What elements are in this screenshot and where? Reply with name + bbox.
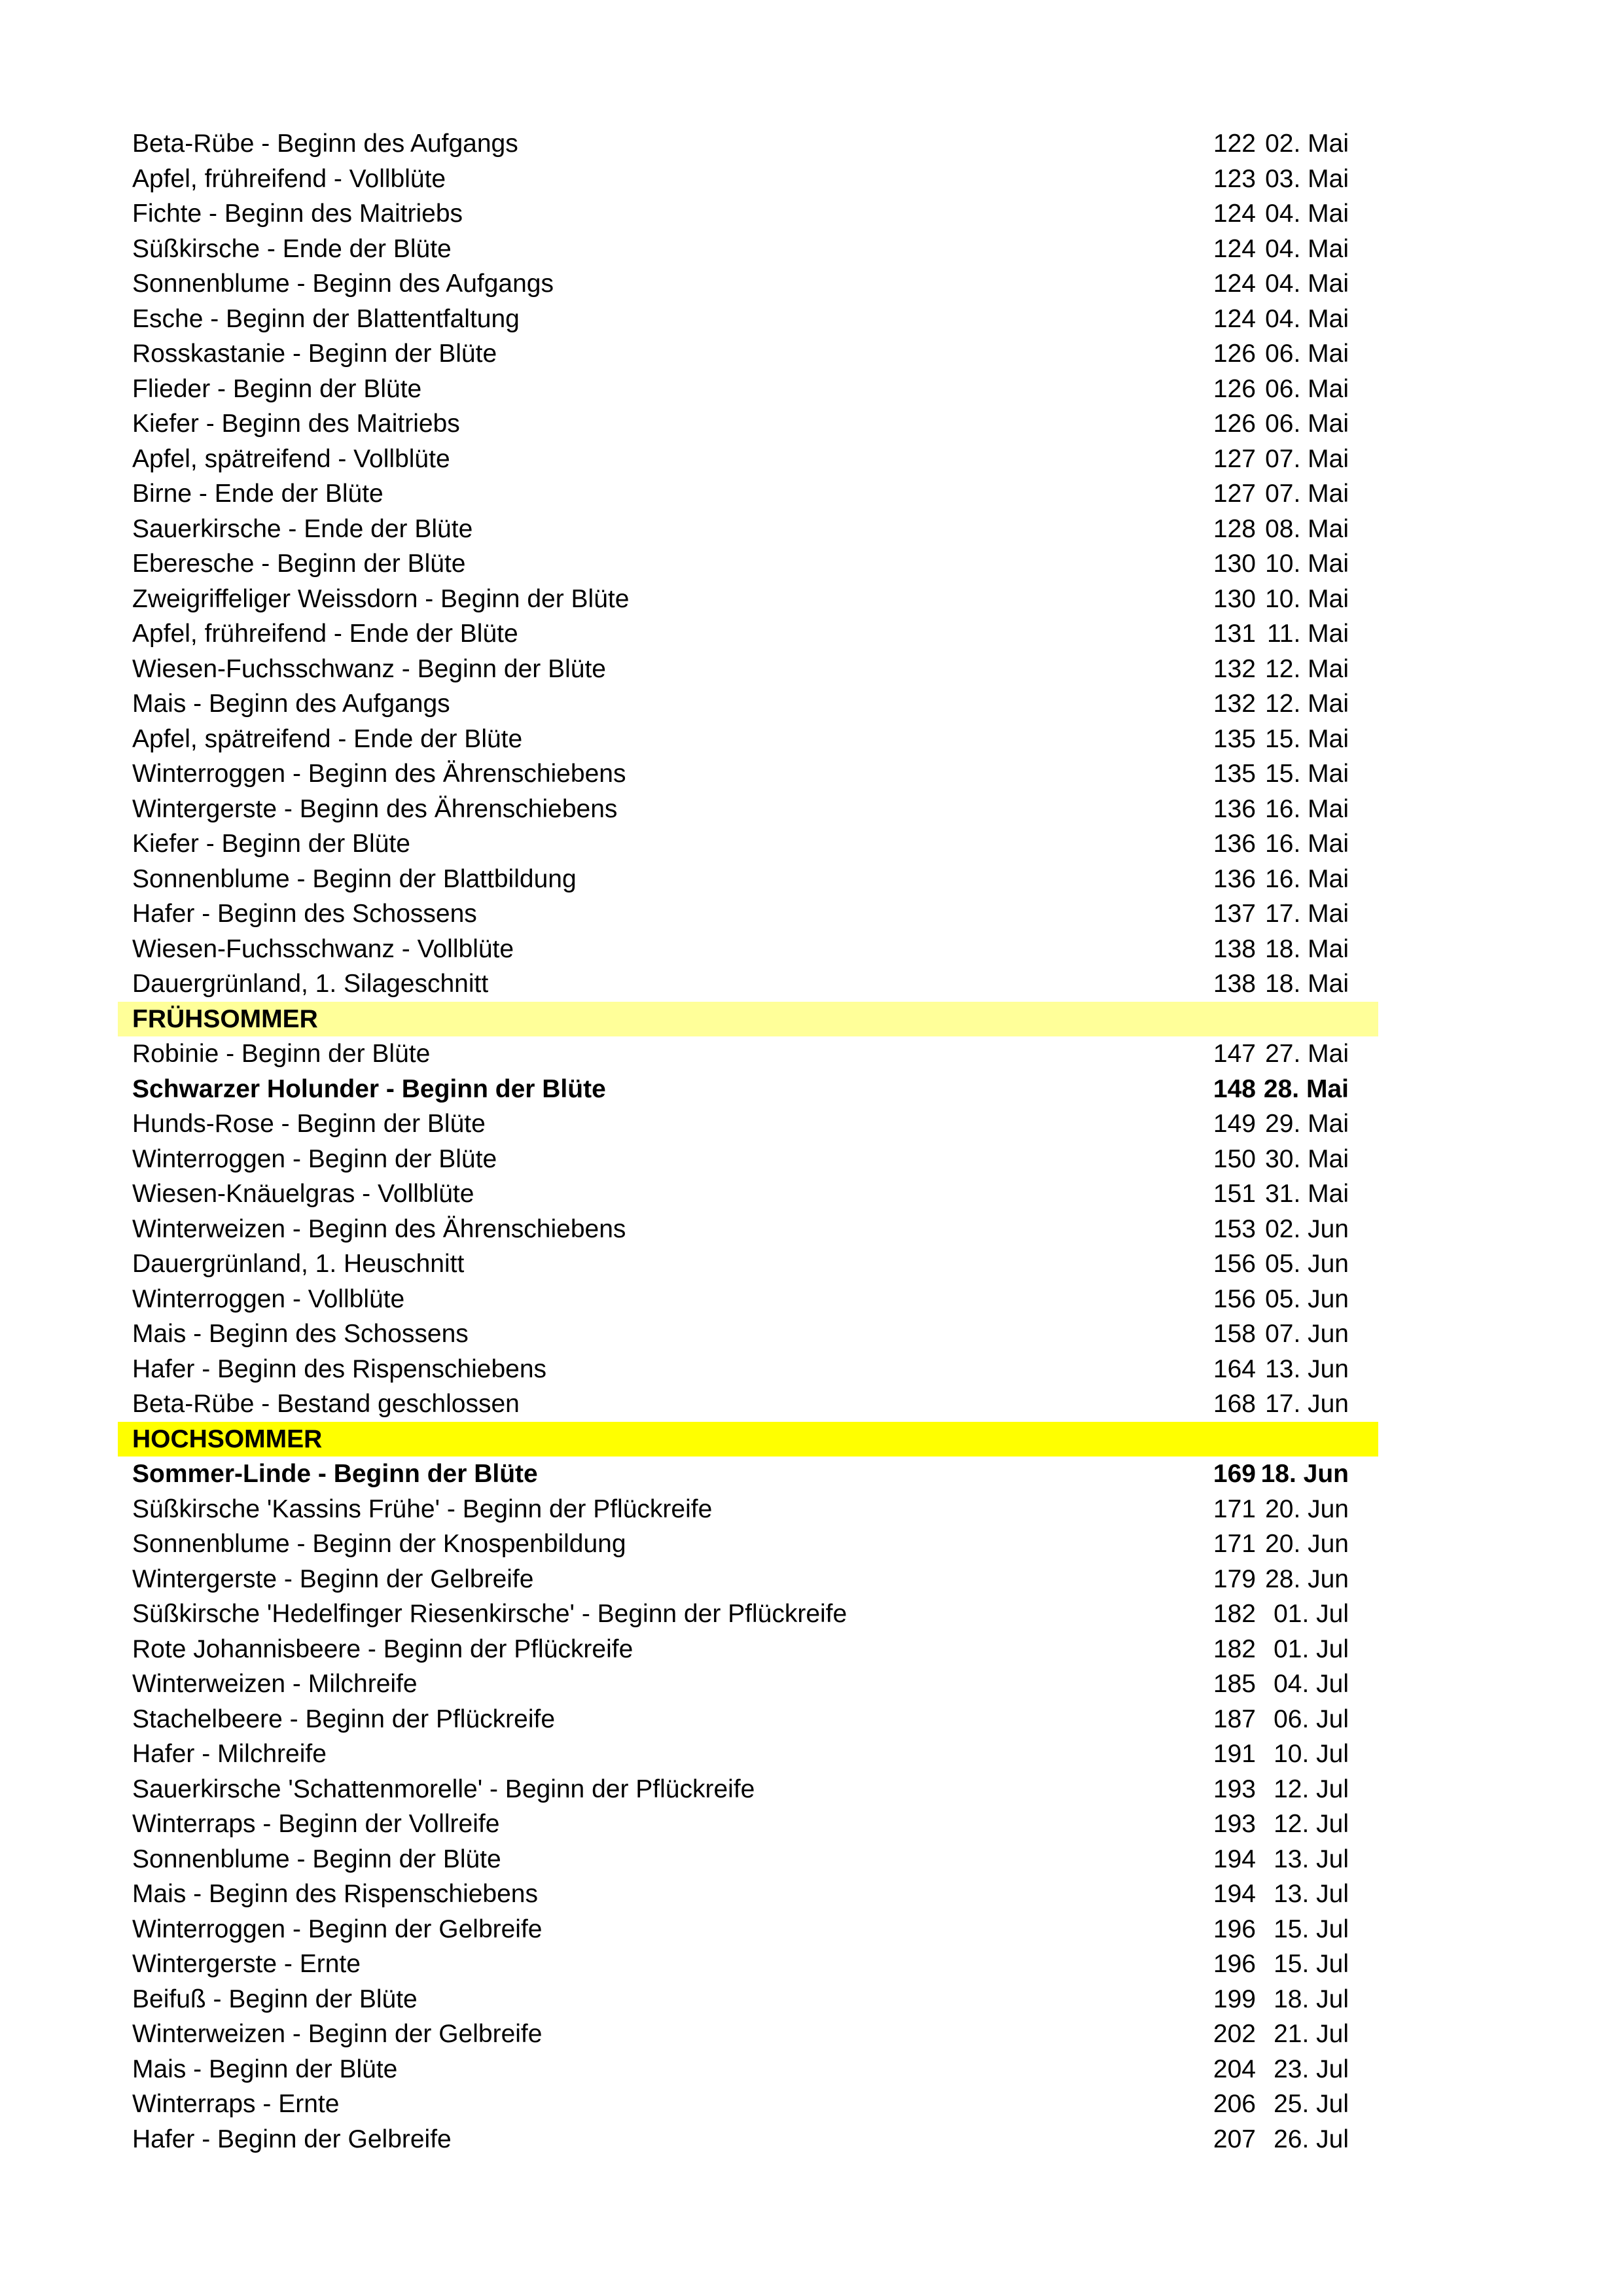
date-cell: 06. Mai bbox=[1265, 410, 1349, 438]
day-of-year-cell: 204 bbox=[1213, 2055, 1256, 2083]
day-of-year-cell: 151 bbox=[1213, 1180, 1256, 1208]
date-cell: 12. Jul bbox=[1274, 1775, 1349, 1803]
date-cell: 15. Mai bbox=[1265, 760, 1349, 788]
table-row bbox=[118, 1142, 1378, 1177]
day-of-year-cell: 196 bbox=[1213, 1915, 1256, 1943]
phase-name-cell: Winterraps - Beginn der Vollreife bbox=[132, 1810, 500, 1838]
date-cell: 10. Jul bbox=[1274, 1740, 1349, 1768]
table-row bbox=[118, 896, 1378, 932]
phase-name-cell: Winterroggen - Beginn des Ährenschiebens bbox=[132, 760, 626, 788]
date-cell: 10. Mai bbox=[1265, 584, 1349, 613]
table-row bbox=[118, 2087, 1378, 2122]
table-row bbox=[118, 1316, 1378, 1352]
phase-name-cell: Rosskastanie - Beginn der Blüte bbox=[132, 340, 497, 368]
day-of-year-cell: 185 bbox=[1213, 1670, 1256, 1698]
day-of-year-cell: 124 bbox=[1213, 234, 1256, 263]
day-of-year-cell: 156 bbox=[1213, 1284, 1256, 1313]
date-cell: 28. Jun bbox=[1265, 1564, 1349, 1593]
date-cell: 04. Jul bbox=[1274, 1670, 1349, 1698]
phase-name-cell: Wintergerste - Beginn des Ährenschiebens bbox=[132, 794, 618, 823]
day-of-year-cell: 194 bbox=[1213, 1880, 1256, 1908]
day-of-year-cell: 191 bbox=[1213, 1740, 1256, 1768]
day-of-year-cell: 182 bbox=[1213, 1634, 1256, 1663]
table-row bbox=[118, 512, 1378, 547]
day-of-year-cell: 135 bbox=[1213, 724, 1256, 753]
day-of-year-cell: 137 bbox=[1213, 900, 1256, 928]
phase-name-cell: Wiesen-Knäuelgras - Vollblüte bbox=[132, 1180, 474, 1208]
date-cell: 01. Jul bbox=[1274, 1634, 1349, 1663]
day-of-year-cell: 136 bbox=[1213, 864, 1256, 893]
table-row bbox=[118, 1877, 1378, 1912]
table-row bbox=[118, 2052, 1378, 2087]
phase-name-cell: Apfel, frühreifend - Vollblüte bbox=[132, 164, 446, 193]
table-row bbox=[118, 722, 1378, 757]
phase-name-cell: Wiesen-Fuchsschwanz - Beginn der Blüte bbox=[132, 654, 606, 683]
date-cell: 17. Jun bbox=[1265, 1390, 1349, 1418]
table-row bbox=[118, 1597, 1378, 1632]
day-of-year-cell: 124 bbox=[1213, 200, 1256, 228]
table-row bbox=[118, 1036, 1378, 1072]
day-of-year-cell: 124 bbox=[1213, 304, 1256, 333]
day-of-year-cell: 153 bbox=[1213, 1214, 1256, 1243]
day-of-year-cell: 130 bbox=[1213, 584, 1256, 613]
date-cell: 07. Mai bbox=[1265, 480, 1349, 508]
date-cell: 16. Mai bbox=[1265, 864, 1349, 893]
date-cell: 05. Jun bbox=[1265, 1250, 1349, 1278]
day-of-year-cell: 127 bbox=[1213, 444, 1256, 473]
day-of-year-cell: 193 bbox=[1213, 1775, 1256, 1803]
date-cell: 07. Mai bbox=[1265, 444, 1349, 473]
table-row bbox=[118, 546, 1378, 582]
date-cell: 05. Jun bbox=[1265, 1284, 1349, 1313]
table-row bbox=[118, 792, 1378, 827]
day-of-year-cell: 169 bbox=[1213, 1460, 1256, 1488]
day-of-year-cell: 193 bbox=[1213, 1810, 1256, 1838]
date-cell: 20. Jun bbox=[1265, 1494, 1349, 1523]
date-cell: 31. Mai bbox=[1265, 1180, 1349, 1208]
phase-name-cell: Süßkirsche - Ende der Blüte bbox=[132, 234, 452, 263]
table-row bbox=[118, 862, 1378, 897]
date-cell: 04. Mai bbox=[1265, 200, 1349, 228]
phase-name-cell: Süßkirsche 'Kassins Frühe' - Beginn der Pflückreife bbox=[132, 1494, 713, 1523]
table-row bbox=[118, 1246, 1378, 1282]
day-of-year-cell: 150 bbox=[1213, 1144, 1256, 1173]
table-row bbox=[118, 476, 1378, 512]
date-cell: 16. Mai bbox=[1265, 830, 1349, 858]
day-of-year-cell: 171 bbox=[1213, 1494, 1256, 1523]
day-of-year-cell: 202 bbox=[1213, 2020, 1256, 2048]
day-of-year-cell: 131 bbox=[1213, 620, 1256, 648]
phase-name-cell: Winterweizen - Milchreife bbox=[132, 1670, 418, 1698]
date-cell: 18. Jul bbox=[1274, 1985, 1349, 2013]
table-row bbox=[118, 1492, 1378, 1527]
phase-name-cell: Apfel, spätreifend - Vollblüte bbox=[132, 444, 450, 473]
date-cell: 13. Jul bbox=[1274, 1880, 1349, 1908]
phase-name-cell: Beta-Rübe - Beginn des Aufgangs bbox=[132, 130, 518, 158]
table-row bbox=[118, 966, 1378, 1002]
phase-name-cell: Dauergrünland, 1. Silageschnitt bbox=[132, 970, 489, 998]
date-cell: 18. Jun bbox=[1260, 1460, 1349, 1488]
day-of-year-cell: 164 bbox=[1213, 1354, 1256, 1383]
phase-name-cell: Rote Johannisbeere - Beginn der Pflückreife bbox=[132, 1634, 633, 1663]
table-row bbox=[118, 1982, 1378, 2017]
phase-name-cell: Mais - Beginn des Rispenschiebens bbox=[132, 1880, 539, 1908]
phase-name-cell: Apfel, frühreifend - Ende der Blüte bbox=[132, 620, 518, 648]
table-row bbox=[118, 756, 1378, 792]
phase-name-cell: Mais - Beginn des Aufgangs bbox=[132, 690, 450, 718]
day-of-year-cell: 126 bbox=[1213, 340, 1256, 368]
table-row bbox=[118, 196, 1378, 232]
date-cell: 13. Jun bbox=[1265, 1354, 1349, 1383]
day-of-year-cell: 132 bbox=[1213, 690, 1256, 718]
day-of-year-cell: 138 bbox=[1213, 970, 1256, 998]
date-cell: 11. Mai bbox=[1267, 620, 1349, 648]
date-cell: 06. Mai bbox=[1265, 340, 1349, 368]
date-cell: 21. Jul bbox=[1274, 2020, 1349, 2048]
phase-name-cell: Apfel, spätreifend - Ende der Blüte bbox=[132, 724, 523, 753]
date-cell: 15. Jul bbox=[1274, 1915, 1349, 1943]
date-cell: 25. Jul bbox=[1274, 2090, 1349, 2118]
day-of-year-cell: 126 bbox=[1213, 374, 1256, 403]
phase-name-cell: Eberesche - Beginn der Blüte bbox=[132, 550, 466, 578]
phase-name-cell: Wintergerste - Beginn der Gelbreife bbox=[132, 1564, 534, 1593]
date-cell: 30. Mai bbox=[1265, 1144, 1349, 1173]
day-of-year-cell: 124 bbox=[1213, 270, 1256, 298]
table-row bbox=[118, 1807, 1378, 1842]
table-row bbox=[118, 1176, 1378, 1212]
date-cell: 10. Mai bbox=[1265, 550, 1349, 578]
phase-name-cell: Kiefer - Beginn des Maitriebs bbox=[132, 410, 460, 438]
phase-name-cell: Wiesen-Fuchsschwanz - Vollblüte bbox=[132, 934, 514, 963]
day-of-year-cell: 128 bbox=[1213, 514, 1256, 543]
phase-name-cell: Hafer - Beginn der Gelbreife bbox=[132, 2125, 452, 2153]
phase-name-cell: Birne - Ende der Blüte bbox=[132, 480, 383, 508]
day-of-year-cell: 158 bbox=[1213, 1320, 1256, 1348]
phase-name-cell: Fichte - Beginn des Maitriebs bbox=[132, 200, 463, 228]
day-of-year-cell: 126 bbox=[1213, 410, 1256, 438]
day-of-year-cell: 182 bbox=[1213, 1600, 1256, 1628]
phase-name-cell: Wintergerste - Ernte bbox=[132, 1950, 361, 1978]
date-cell: 06. Jul bbox=[1274, 1704, 1349, 1733]
day-of-year-cell: 156 bbox=[1213, 1250, 1256, 1278]
phase-name-cell: Sonnenblume - Beginn der Knospenbildung bbox=[132, 1530, 626, 1558]
date-cell: 27. Mai bbox=[1265, 1040, 1349, 1068]
table-row bbox=[118, 1947, 1378, 1982]
table-row bbox=[118, 932, 1378, 967]
phase-name-cell: Winterroggen - Beginn der Blüte bbox=[132, 1144, 497, 1173]
phase-name-cell: Hafer - Milchreife bbox=[132, 1740, 327, 1768]
phase-name-cell: Flieder - Beginn der Blüte bbox=[132, 374, 422, 403]
day-of-year-cell: 147 bbox=[1213, 1040, 1256, 1068]
day-of-year-cell: 138 bbox=[1213, 934, 1256, 963]
phase-name-cell: Winterraps - Ernte bbox=[132, 2090, 340, 2118]
date-cell: 07. Jun bbox=[1265, 1320, 1349, 1348]
day-of-year-cell: 206 bbox=[1213, 2090, 1256, 2118]
table-row bbox=[118, 302, 1378, 337]
day-of-year-cell: 123 bbox=[1213, 164, 1256, 193]
table-row bbox=[118, 1527, 1378, 1562]
date-cell: 16. Mai bbox=[1265, 794, 1349, 823]
day-of-year-cell: 130 bbox=[1213, 550, 1256, 578]
phase-name-cell: Süßkirsche 'Hedelfinger Riesenkirsche' - Beginn der Pflückreife bbox=[132, 1600, 847, 1628]
day-of-year-cell: 136 bbox=[1213, 830, 1256, 858]
phase-name-cell: Winterweizen - Beginn des Ährenschiebens bbox=[132, 1214, 626, 1243]
day-of-year-cell: 199 bbox=[1213, 1985, 1256, 2013]
table-row bbox=[118, 1212, 1378, 1247]
date-cell: 01. Jul bbox=[1274, 1600, 1349, 1628]
date-cell: 08. Mai bbox=[1265, 514, 1349, 543]
table-row bbox=[118, 162, 1378, 197]
table-row bbox=[118, 652, 1378, 687]
phase-name-cell: Winterroggen - Beginn der Gelbreife bbox=[132, 1915, 543, 1943]
table-row bbox=[118, 1912, 1378, 1947]
season-header-row bbox=[118, 1002, 1378, 1037]
phase-name-cell: Sonnenblume - Beginn der Blüte bbox=[132, 1845, 501, 1873]
day-of-year-cell: 148 bbox=[1213, 1074, 1256, 1103]
date-cell: 15. Mai bbox=[1265, 724, 1349, 753]
date-cell: 02. Mai bbox=[1265, 130, 1349, 158]
date-cell: 03. Mai bbox=[1265, 164, 1349, 193]
date-cell: 28. Mai bbox=[1263, 1074, 1349, 1103]
day-of-year-cell: 149 bbox=[1213, 1110, 1256, 1138]
date-cell: 26. Jul bbox=[1274, 2125, 1349, 2153]
day-of-year-cell: 196 bbox=[1213, 1950, 1256, 1978]
phase-name-cell: Kiefer - Beginn der Blüte bbox=[132, 830, 410, 858]
phase-name-cell: Schwarzer Holunder - Beginn der Blüte bbox=[132, 1074, 606, 1103]
table-row bbox=[118, 336, 1378, 372]
table-row bbox=[118, 266, 1378, 302]
date-cell: 13. Jul bbox=[1274, 1845, 1349, 1873]
date-cell: 06. Mai bbox=[1265, 374, 1349, 403]
phase-name-cell: Beifuß - Beginn der Blüte bbox=[132, 1985, 418, 2013]
table-row bbox=[118, 1386, 1378, 1422]
table-row bbox=[118, 1842, 1378, 1877]
day-of-year-cell: 127 bbox=[1213, 480, 1256, 508]
table-row bbox=[118, 1352, 1378, 1387]
table-row bbox=[118, 616, 1378, 652]
phase-name-cell: Beta-Rübe - Bestand geschlossen bbox=[132, 1390, 520, 1418]
phase-name-cell: Hunds-Rose - Beginn der Blüte bbox=[132, 1110, 486, 1138]
table-row bbox=[118, 2017, 1378, 2052]
table-row bbox=[118, 1562, 1378, 1597]
table-row bbox=[118, 442, 1378, 477]
phase-name-cell: Mais - Beginn des Schossens bbox=[132, 1320, 469, 1348]
day-of-year-cell: 207 bbox=[1213, 2125, 1256, 2153]
table-row bbox=[118, 2122, 1378, 2157]
date-cell: 02. Jun bbox=[1265, 1214, 1349, 1243]
phase-name-cell: Winterweizen - Beginn der Gelbreife bbox=[132, 2020, 543, 2048]
table-row bbox=[118, 1457, 1378, 1492]
season-header-row bbox=[118, 1422, 1378, 1457]
table-row bbox=[118, 1072, 1378, 1107]
table-row bbox=[118, 126, 1378, 162]
day-of-year-cell: 168 bbox=[1213, 1390, 1256, 1418]
phase-name-cell: Mais - Beginn der Blüte bbox=[132, 2055, 398, 2083]
table-row bbox=[118, 1702, 1378, 1737]
day-of-year-cell: 136 bbox=[1213, 794, 1256, 823]
table-row bbox=[118, 1737, 1378, 1772]
date-cell: 18. Mai bbox=[1265, 970, 1349, 998]
phase-name-cell: Winterroggen - Vollblüte bbox=[132, 1284, 405, 1313]
date-cell: 04. Mai bbox=[1265, 234, 1349, 263]
table-row bbox=[118, 1282, 1378, 1317]
day-of-year-cell: 171 bbox=[1213, 1530, 1256, 1558]
table-row bbox=[118, 1106, 1378, 1142]
table-row bbox=[118, 406, 1378, 442]
date-cell: 20. Jun bbox=[1265, 1530, 1349, 1558]
date-cell: 17. Mai bbox=[1265, 900, 1349, 928]
date-cell: 12. Mai bbox=[1265, 690, 1349, 718]
table-row bbox=[118, 372, 1378, 407]
table-row bbox=[118, 1632, 1378, 1667]
date-cell: 18. Mai bbox=[1265, 934, 1349, 963]
season-header-label: HOCHSOMMER bbox=[132, 1424, 323, 1453]
day-of-year-cell: 132 bbox=[1213, 654, 1256, 683]
phase-name-cell: Sauerkirsche 'Schattenmorelle' - Beginn der Pflückreife bbox=[132, 1775, 755, 1803]
date-cell: 04. Mai bbox=[1265, 270, 1349, 298]
date-cell: 12. Jul bbox=[1274, 1810, 1349, 1838]
date-cell: 12. Mai bbox=[1265, 654, 1349, 683]
phase-name-cell: Hafer - Beginn des Rispenschiebens bbox=[132, 1354, 547, 1383]
date-cell: 04. Mai bbox=[1265, 304, 1349, 333]
phase-name-cell: Sonnenblume - Beginn der Blattbildung bbox=[132, 864, 577, 893]
date-cell: 15. Jul bbox=[1274, 1950, 1349, 1978]
phase-name-cell: Stachelbeere - Beginn der Pflückreife bbox=[132, 1704, 556, 1733]
phase-name-cell: Sommer-Linde - Beginn der Blüte bbox=[132, 1460, 538, 1488]
day-of-year-cell: 122 bbox=[1213, 130, 1256, 158]
table-row bbox=[118, 1772, 1378, 1807]
season-header-label: FRÜHSOMMER bbox=[132, 1004, 318, 1033]
phase-name-cell: Dauergrünland, 1. Heuschnitt bbox=[132, 1250, 465, 1278]
date-cell: 29. Mai bbox=[1265, 1110, 1349, 1138]
day-of-year-cell: 187 bbox=[1213, 1704, 1256, 1733]
table-row bbox=[118, 1667, 1378, 1702]
phase-name-cell: Sonnenblume - Beginn des Aufgangs bbox=[132, 270, 554, 298]
phase-name-cell: Sauerkirsche - Ende der Blüte bbox=[132, 514, 473, 543]
table-row bbox=[118, 232, 1378, 267]
phase-name-cell: Zweigriffeliger Weissdorn - Beginn der Blüte bbox=[132, 584, 630, 613]
day-of-year-cell: 194 bbox=[1213, 1845, 1256, 1873]
date-cell: 23. Jul bbox=[1274, 2055, 1349, 2083]
day-of-year-cell: 135 bbox=[1213, 760, 1256, 788]
table-row bbox=[118, 826, 1378, 862]
table-row bbox=[118, 686, 1378, 722]
phase-name-cell: Robinie - Beginn der Blüte bbox=[132, 1040, 431, 1068]
day-of-year-cell: 179 bbox=[1213, 1564, 1256, 1593]
phase-name-cell: Hafer - Beginn des Schossens bbox=[132, 900, 477, 928]
table-row bbox=[118, 582, 1378, 617]
phenology-table bbox=[118, 126, 1378, 2157]
phase-name-cell: Esche - Beginn der Blattentfaltung bbox=[132, 304, 520, 333]
